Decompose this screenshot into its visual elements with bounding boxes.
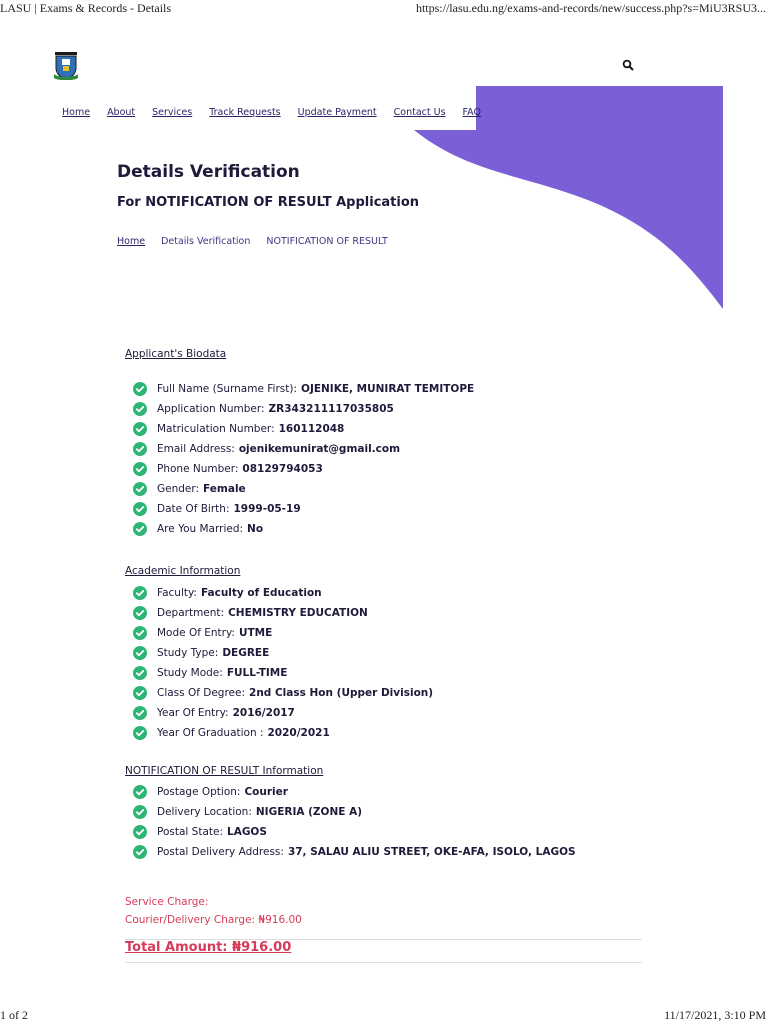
info-value: Female xyxy=(203,483,246,495)
check-circle-icon xyxy=(133,666,147,680)
nav-track-requests[interactable]: Track Requests xyxy=(209,107,281,118)
info-item xyxy=(133,723,433,743)
info-label: Date Of Birth: xyxy=(157,503,230,515)
info-value: ZR343211117035805 xyxy=(268,403,394,415)
info-label: Mode Of Entry: xyxy=(157,627,235,639)
info-label: Study Mode: xyxy=(157,667,223,679)
info-value: 2016/2017 xyxy=(232,707,295,719)
charge-block xyxy=(125,893,302,929)
info-item xyxy=(133,663,433,683)
nav-home[interactable]: Home xyxy=(62,107,91,118)
nav-update-payment[interactable]: Update Payment xyxy=(297,107,377,118)
check-circle-icon xyxy=(133,706,147,720)
info-value: 08129794053 xyxy=(242,463,323,475)
info-value: 1999-05-19 xyxy=(233,503,301,515)
breadcrumb-details-verification: Details Verification xyxy=(161,236,251,247)
main-nav xyxy=(54,86,481,130)
info-item xyxy=(133,603,433,623)
info-value: 160112048 xyxy=(278,423,345,435)
info-item xyxy=(133,379,474,399)
info-item xyxy=(133,842,576,862)
info-item xyxy=(133,519,474,539)
info-value: Courier xyxy=(244,786,288,798)
info-value: 2020/2021 xyxy=(267,727,330,739)
check-circle-icon xyxy=(133,586,147,600)
biodata-heading: Applicant's Biodata xyxy=(125,348,227,360)
info-label: Postal Delivery Address: xyxy=(157,846,284,858)
info-value: 2nd Class Hon (Upper Division) xyxy=(249,687,434,699)
info-label: Faculty: xyxy=(157,587,197,599)
check-circle-icon xyxy=(133,686,147,700)
notification-list xyxy=(133,782,576,862)
info-value: 37, SALAU ALIU STREET, OKE-AFA, ISOLO, LAGOS xyxy=(287,846,576,858)
info-value: Faculty of Education xyxy=(200,587,322,599)
biodata-list xyxy=(133,379,474,539)
service-charge-label: Service Charge: xyxy=(125,896,209,908)
nav-contact-us[interactable]: Contact Us xyxy=(393,107,446,118)
info-label: Class Of Degree: xyxy=(157,687,246,699)
info-item xyxy=(133,419,474,439)
total-amount: Total Amount: ₦916.00 xyxy=(125,940,292,955)
check-circle-icon xyxy=(133,462,147,476)
nav-services[interactable]: Services xyxy=(152,107,193,118)
academic-list xyxy=(133,583,433,743)
check-circle-icon xyxy=(133,402,147,416)
check-circle-icon xyxy=(133,726,147,740)
info-value: No xyxy=(247,523,264,535)
check-circle-icon xyxy=(133,825,147,839)
info-label: Phone Number: xyxy=(157,463,239,475)
info-label: Department: xyxy=(157,607,225,619)
info-item xyxy=(133,399,474,419)
nav-about[interactable]: About xyxy=(107,107,136,118)
info-label: Email Address: xyxy=(157,443,235,455)
info-item xyxy=(133,802,576,822)
print-page-title: LASU | Exams & Records - Details xyxy=(0,1,172,15)
check-circle-icon xyxy=(133,805,147,819)
decorative-purple-shape xyxy=(0,0,768,320)
info-value: CHEMISTRY EDUCATION xyxy=(228,607,368,619)
info-value: ojenikemunirat@gmail.com xyxy=(238,443,401,455)
check-circle-icon xyxy=(133,482,147,496)
info-item xyxy=(133,683,433,703)
breadcrumb-home[interactable]: Home xyxy=(117,236,146,247)
check-circle-icon xyxy=(133,646,147,660)
info-item xyxy=(133,583,433,603)
info-value: UTME xyxy=(238,627,273,639)
check-circle-icon xyxy=(133,626,147,640)
info-label: Gender: xyxy=(157,483,200,495)
info-item xyxy=(133,439,474,459)
info-item xyxy=(133,782,576,802)
check-circle-icon xyxy=(133,442,147,456)
check-circle-icon xyxy=(133,522,147,536)
info-item xyxy=(133,822,576,842)
notification-heading: NOTIFICATION OF RESULT Information xyxy=(125,765,324,777)
info-value: DEGREE xyxy=(222,647,270,659)
check-circle-icon xyxy=(133,422,147,436)
info-label: Postal State: xyxy=(157,826,223,838)
info-value: NIGERIA (ZONE A) xyxy=(255,806,363,818)
info-label: Application Number: xyxy=(157,403,265,415)
courier-charge-label: Courier/Delivery Charge: ₦916.00 xyxy=(125,914,302,926)
print-datetime: 11/17/2021, 3:10 PM xyxy=(664,1008,766,1022)
print-footer xyxy=(0,1006,768,1024)
print-page-url: https://lasu.edu.ng/exams-and-records/new/success.php?s=MiU3RSU3... xyxy=(415,1,766,15)
page-subtitle: For NOTIFICATION OF RESULT Application xyxy=(117,195,420,210)
check-circle-icon xyxy=(133,845,147,859)
info-label: Are You Married: xyxy=(157,523,244,535)
info-item xyxy=(133,479,474,499)
info-value: FULL-TIME xyxy=(226,667,288,679)
check-circle-icon xyxy=(133,502,147,516)
lasu-logo[interactable] xyxy=(54,52,78,80)
search-icon[interactable] xyxy=(622,59,634,71)
info-label: Year Of Graduation : xyxy=(157,727,264,739)
info-label: Delivery Location: xyxy=(157,806,252,818)
check-circle-icon xyxy=(133,382,147,396)
info-label: Matriculation Number: xyxy=(157,423,275,435)
breadcrumb-current: NOTIFICATION OF RESULT xyxy=(266,236,388,247)
nav-faq[interactable]: FAQ xyxy=(462,107,481,118)
info-item xyxy=(133,703,433,723)
info-label: Study Type: xyxy=(157,647,219,659)
divider-bottom xyxy=(125,962,642,963)
check-circle-icon xyxy=(133,606,147,620)
check-circle-icon xyxy=(133,785,147,799)
print-page-number: 1 of 2 xyxy=(0,1008,28,1022)
breadcrumb xyxy=(117,236,388,247)
info-label: Year Of Entry: xyxy=(157,707,229,719)
info-value: OJENIKE, MUNIRAT TEMITOPE xyxy=(301,383,475,395)
info-item xyxy=(133,459,474,479)
info-label: Full Name (Surname First): xyxy=(157,383,298,395)
info-value: LAGOS xyxy=(227,826,267,838)
page-title: Details Verification xyxy=(117,162,300,182)
info-item xyxy=(133,623,433,643)
academic-heading: Academic Information xyxy=(125,565,241,577)
info-label: Postage Option: xyxy=(157,786,241,798)
info-item xyxy=(133,643,433,663)
info-item xyxy=(133,499,474,519)
